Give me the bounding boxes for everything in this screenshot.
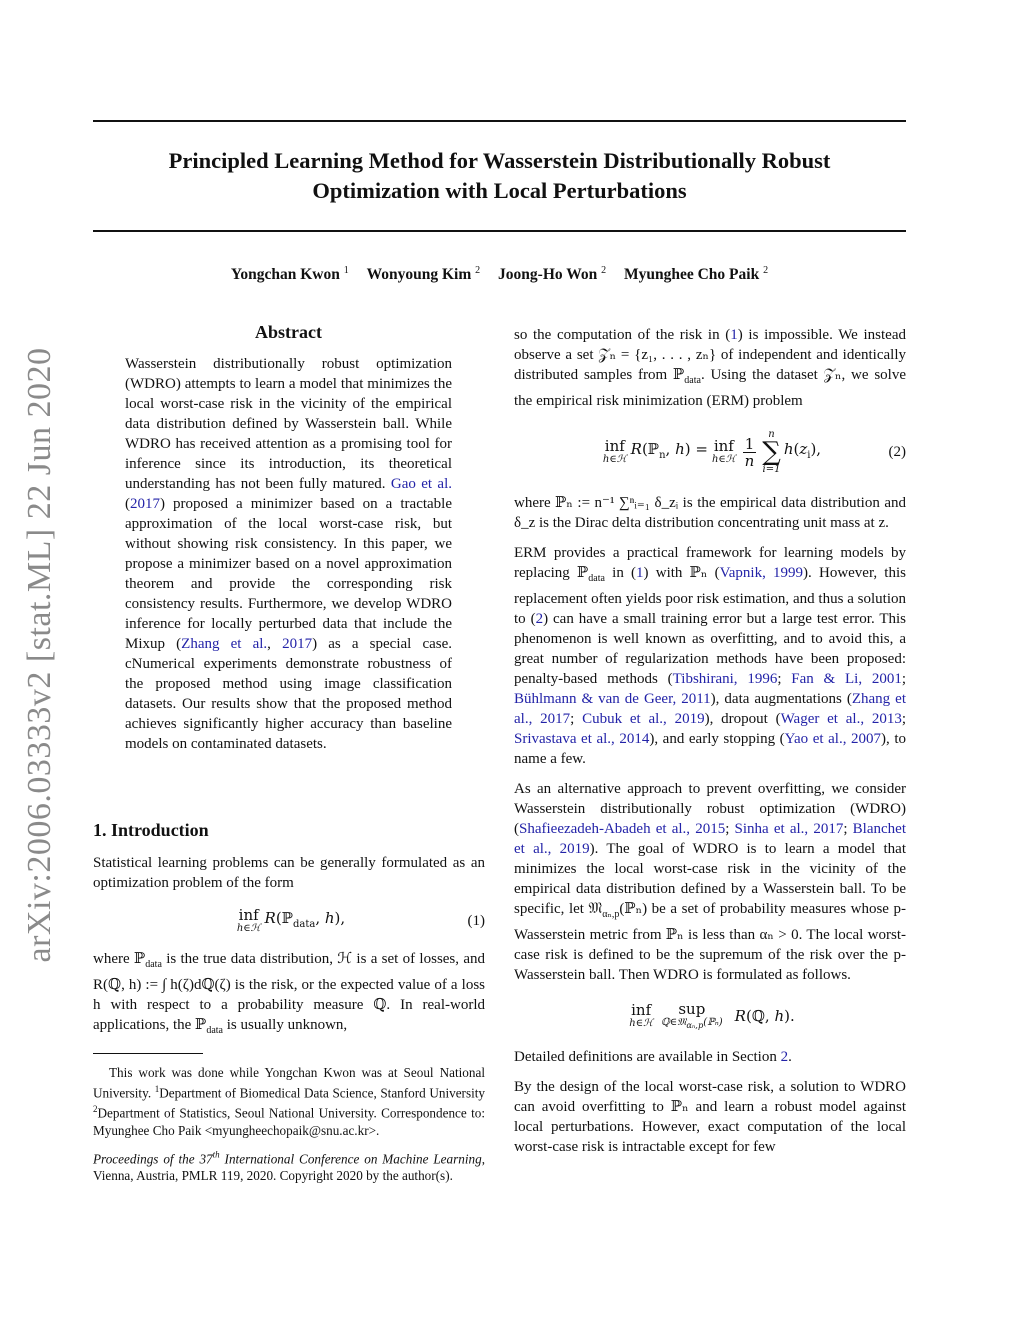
equation-wdro: inf h∈ℋ sup ℚ∈𝔐$_{\alpha_n,p}$(ℙₙ) R(ℚ, h). <box>629 1000 795 1030</box>
citation-link[interactable]: Zhang et al. <box>181 636 268 652</box>
equation-number: (1) <box>467 913 485 929</box>
citation-link[interactable]: Gao et al. <box>390 476 453 492</box>
footnote-rule <box>93 1053 203 1054</box>
citation-link[interactable]: Srivastava et al., 2014 <box>514 731 650 747</box>
abstract-heading: Abstract <box>255 322 322 342</box>
right-column <box>514 325 906 1157</box>
citation-link[interactable]: Tibshirani, 1996 <box>672 671 778 687</box>
title-line-2: Optimization with Local Perturbations <box>312 178 687 203</box>
equation-2: inf h∈ℋ R(ℙ$_n$, h) = inf h∈ℋ $\frac{1}{n}$ n ∑ i=1 $h(z_i)$, (2) <box>602 429 906 475</box>
citation-link[interactable]: 2017 <box>130 496 160 512</box>
citation-link[interactable]: Fan & Li, 2001 <box>791 671 902 687</box>
citation-link[interactable]: Blanchet et al., 2019 <box>514 821 906 857</box>
body-paragraph: so the computation of the risk in (1) is impossible. We instead observe a set 𝒵ₙ = {z₁, . . . , zₙ} of independent and identically distributed samples from ℙ$_{data}$. Using the dataset 𝒵ₙ, we solve the empirical risk minimization (ERM) problem <box>514 327 906 409</box>
author: Wonyoung Kim $^2$ <box>366 265 481 284</box>
footnote-affiliations: This work was done while Yongchan Kwon was at Seoul National University. $^1$Department of Biomedical Data Science, Stanford University $^2$Department of Statistics, Seoul National University. Correspondence to: Myunghee Cho Paik <myungheechopaik@snu.ac.kr>. <box>93 1065 485 1138</box>
citation-link[interactable]: Bühlmann & van de Geer, 2011 <box>514 691 711 707</box>
footnote-proceedings: Proceedings of the 37th International Conference on Machine Learning, Vienna, Austria, PMLR 119, 2020. Copyright 2020 by the author(s). <box>93 1149 485 1184</box>
arxiv-identifier: arXiv:2006.03333v2 [stat.ML] 22 Jun 2020 <box>21 347 58 963</box>
section-heading: 1. Introduction <box>93 820 209 840</box>
citation-link[interactable]: Yao et al., 2007 <box>784 731 882 747</box>
citation-link[interactable]: Sinha et al., 2017 <box>734 821 844 837</box>
body-paragraph: Detailed definitions are available in Section 2. <box>514 1049 792 1065</box>
citation-link[interactable]: Vapnik, 1999 <box>719 565 804 581</box>
body-paragraph: ERM provides a practical framework for learning models by replacing ℙ$_{data}$ in (1) with ℙₙ (Vapnik, 1999). However, this replacement often yields poor risk estimation, and thus a solution to (2) can have a small training error but a large test error. This phenomenon is well known as overfitting, and to avoid this, a great number of regularization methods have been proposed: penalty-based methods (Tibshirani, 1996; Fan & Li, 2001; Bühlmann & van de Geer, 2011), data augmentations (Zhang et al., 2017; Cubuk et al., 2019), dropout (Wager et al., 2013; Srivastava et al., 2014), and early stopping (Yao et al., 2007), to name a few. <box>514 545 907 767</box>
introduction-section <box>93 820 485 1184</box>
abstract-text: Wasserstein distributionally robust optimization (WDRO) attempts to learn a model that minimizes the local worst-case risk in the vicinity of the empirical data distribution defined by Wasserstein ball. While WDRO has received attention as a promising tool for inference since its introduction, its theoretical understanding has not been fully matured. Gao et al. (2017) proposed a minimizer based on a tractable approximation of the local worst-case risk, but without showing risk consistency. In this paper, we propose a minimizer based on a novel approximation theorem and provide the corresponding risk consistency results. Furthermore, we develop WDRO inference for locally perturbed data that include the Mixup (Zhang et al., 2017) as a special case. cNumerical experiments demonstrate robustness of the proposed method using image classification datasets. Our results show that the proposed method achieves significantly higher accuracy than baseline models on contaminated datasets. <box>125 356 453 752</box>
author: Myunghee Cho Paik $^2$ <box>623 265 769 284</box>
title-line-1: Principled Learning Method for Wasserstein Distributionally Robust <box>168 148 831 173</box>
author-list <box>93 265 906 284</box>
body-paragraph: By the design of the local worst-case risk, a solution to WDRO can avoid overfitting to ℙₙ and learn a robust model against local perturbations. However, exact computation of the local worst-case risk is intractable except for few <box>514 1079 906 1155</box>
citation-link[interactable]: Cubuk et al., 2019 <box>582 711 705 727</box>
intro-paragraph: where ℙ$_{data}$ is the true data distribution, ℋ is a set of losses, and R(ℚ, h) := ∫ h(ζ)dℚ(ζ) is the risk, or the expected value of a loss h with respect to a probability measure ℚ. In real-world applications, the ℙ$_{data}$ is usually unknown, <box>93 951 485 1036</box>
citation-link[interactable]: Shafieezadeh-Abadeh et al., 2015 <box>519 821 726 837</box>
citation-link[interactable]: 2017 <box>282 636 313 652</box>
citation-link[interactable]: Zhang et al., 2017 <box>514 691 906 727</box>
equation-ref-link[interactable]: 2 <box>535 611 544 627</box>
title-top-rule <box>93 120 906 122</box>
equation-ref-link[interactable]: 1 <box>636 565 644 581</box>
abstract <box>125 322 452 754</box>
equation-ref-link[interactable]: 1 <box>730 327 738 343</box>
equation-1: inf h∈ℋ R(ℙ$_{data}$, h), (1) <box>236 906 485 934</box>
author: Joong-Ho Won $^2$ <box>498 265 607 284</box>
paper-title <box>93 146 906 206</box>
body-paragraph: As an alternative approach to prevent overfitting, we consider Wasserstein distributionally robust optimization (WDRO) (Shafieezadeh-Abadeh et al., 2015; Sinha et al., 2017; Blanchet et al., 2019). The goal of WDRO is to learn a model that minimizes the local worst-case risk in the vicinity of the empirical data distribution defined by a Wasserstein ball. To be specific, let 𝔐$_{\alpha_n,p}$(ℙₙ) be a set of probability measures whose p-Wasserstein metric from ℙₙ is less than αₙ > 0. The local worst-case risk is defined to be the supremum of the risk over the p-Wasserstein ball. Then WDRO is formulated as follows. <box>514 781 907 983</box>
body-paragraph: where ℙₙ := n⁻¹ ∑ⁿᵢ₌₁ δ_zᵢ is the empirical data distribution and δ_z is the Dirac delta distribution concentrating unit mass at z. <box>514 495 906 531</box>
equation-number: (2) <box>888 444 906 460</box>
title-bottom-rule <box>93 230 906 232</box>
intro-paragraph: Statistical learning problems can be generally formulated as an optimization problem of the form <box>93 855 485 891</box>
author: Yongchan Kwon $^1$ <box>230 265 349 284</box>
citation-link[interactable]: Wager et al., 2013 <box>780 711 902 727</box>
section-ref-link[interactable]: 2 <box>780 1049 789 1065</box>
